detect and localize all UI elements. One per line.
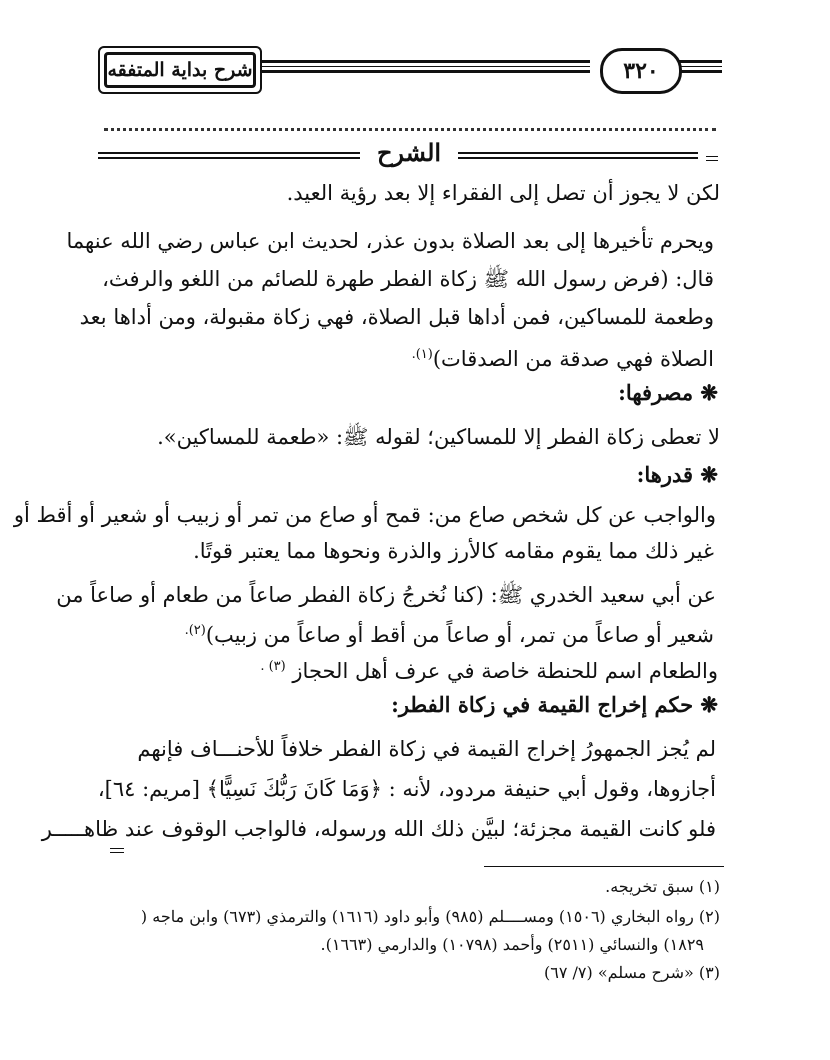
footnote-2-line-2: ١٨٢٩) والنسائي (٢٥١١) وأحمد (١٠٧٩٨) والدارمي (١٦٦٣).	[320, 935, 704, 954]
book-title: شرح بداية المتفقه	[104, 52, 256, 88]
paragraph-line: غير ذلك مما يقوم مقامه كالأرز والذرة ونحوها مما يعتبر قوتًا.	[193, 539, 714, 563]
paragraph-text: والطعام اسم للحنطة خاصة في عرف أهل الحجاز	[292, 659, 718, 683]
line-continuation-mark	[706, 156, 718, 166]
book-title-frame	[98, 46, 262, 94]
footnote-ref-3: (٣) .	[260, 659, 286, 674]
dotted-divider	[104, 118, 716, 131]
paragraph-line	[260, 652, 718, 682]
paragraph-line: لا تعطى زكاة الفطر إلا للمساكين؛ لقوله ﷺ: «طعمة للمساكين».	[157, 425, 720, 449]
footnote-ref-1: (١).	[411, 347, 433, 362]
line-continuation-mark	[110, 848, 124, 858]
footnote-3: (٣) «شرح مسلم» (٧/ ٦٧)	[543, 963, 720, 982]
paragraph-line: لكن لا يجوز أن تصل إلى الفقراء إلا بعد رؤية العيد.	[286, 181, 720, 205]
paragraph-line: عن أبي سعيد الخدري ﷺ: (كنا نُخرجُ زكاة الفطر صاعاً من طعام أو صاعاً من	[56, 583, 716, 607]
paragraph-line: قال: (فرض رسول الله ﷺ زكاة الفطر طهرة للصائم من اللغو والرفث،	[102, 267, 714, 291]
paragraph-line: فلو كانت القيمة مجزئة؛ لبيَّن ذلك الله ورسوله، فالواجب الوقوف عند ظاهـــــر	[41, 817, 716, 841]
footnote-separator	[484, 866, 724, 867]
paragraph-line: والواجب عن كل شخص صاع من: قمح أو صاع من تمر أو زبيب أو شعير أو أقط أو	[13, 503, 716, 527]
subheading-qima: ❋ حكم إخراج القيمة في زكاة الفطر:	[391, 692, 718, 717]
paragraph-line: لم يُجز الجمهورُ إخراج القيمة في زكاة الفطر خلافاً للأحنـــاف فإنهم	[137, 737, 716, 761]
paragraph-line	[412, 340, 714, 370]
paragraph-line	[185, 616, 714, 646]
header-rule-left	[262, 60, 590, 76]
section-rule-left	[98, 152, 360, 162]
footnote-2-line-1: (٢) رواه البخاري (١٥٠٦) ومســــلم (٩٨٥) وأبو داود (١٦١٦) والترمذي (٦٧٣) وابن ماجه (	[140, 907, 720, 926]
subheading-qadr: ❋ قدرها:	[636, 462, 718, 487]
footnote-ref-2: (٢).	[184, 623, 206, 638]
subheading-masrif: ❋ مصرفها:	[618, 380, 718, 405]
page-number: ٣٢٠	[600, 48, 682, 94]
paragraph-text: الصلاة فهي صدقة من الصدقات)	[432, 347, 714, 371]
footnote-1: (١) سبق تخريجه.	[605, 877, 720, 896]
paragraph-line: ويحرم تأخيرها إلى بعد الصلاة بدون عذر، لحديث ابن عباس رضي الله عنهما	[66, 229, 714, 253]
paragraph-text: شعير أو صاعاً من تمر، أو صاعاً من أقط أو صاعاً من زبيب)	[205, 623, 714, 647]
paragraph-line: أجازوها، وقول أبي حنيفة مردود، لأنه : ﴿وَمَا كَانَ رَبُّكَ نَسِيًّا﴾ [مريم: ٦٤]،	[97, 777, 716, 801]
section-rule-right	[458, 152, 698, 162]
section-title: الشرح	[376, 138, 442, 167]
paragraph-line: وطعمة للمساكين، فمن أداها قبل الصلاة، فهي زكاة مقبولة، ومن أداها بعد	[79, 305, 714, 329]
